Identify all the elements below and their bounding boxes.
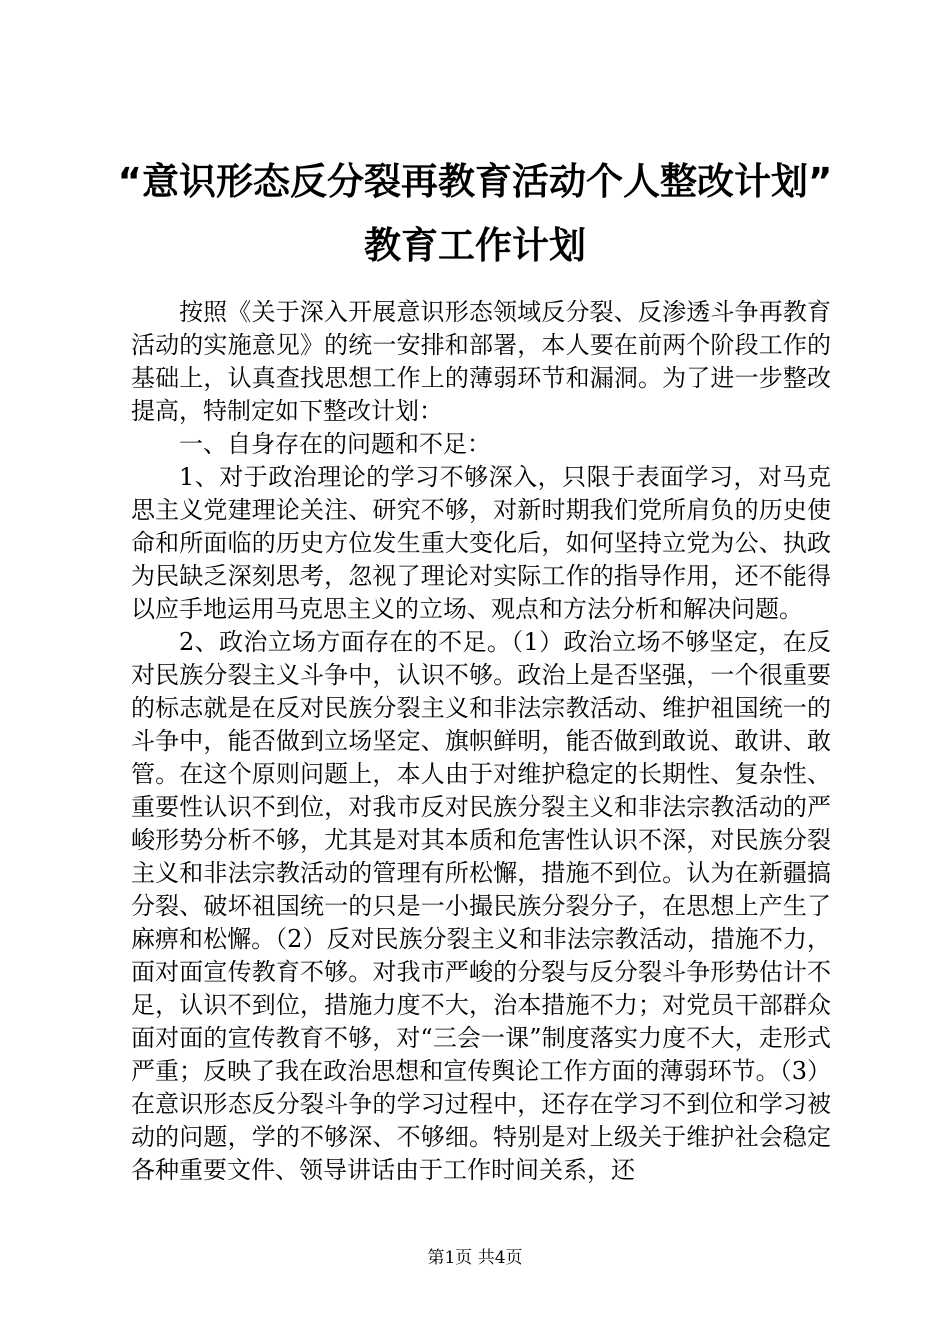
document-body — [131, 296, 831, 1187]
paragraph-item-1: 1、对于政治理论的学习不够深入，只限于表面学习，对马克思主义党建理论关注、研究不够，对新时期我们党所肩负的历史使命和所面临的历史方位发生重大变化后，如何坚持立党为公、执政为民缺乏深刻思考，忽视了理论对实际工作的指导作用，还不能得以应手地运用马克思主义的立场、观点和方法分析和解决问题。 — [131, 463, 831, 623]
page-number-footer: 第1页 共4页 — [427, 1248, 523, 1268]
intro-paragraph: 按照《关于深入开展意识形态领域反分裂、反渗透斗争再教育活动的实施意见》的统一安排和部署，本人要在前两个阶段工作的基础上，认真查找思想工作上的薄弱环节和漏洞。为了进一步整改提高，特制定如下整改计划： — [131, 298, 831, 425]
paragraph-item-2: 2、政治立场方面存在的不足。（1）政治立场不够坚定，在反对民族分裂主义斗争中，认识不够。政治上是否坚强，一个很重要的标志就是在反对民族分裂主义和非法宗教活动、维护祖国统一的斗争中，能否做到立场坚定、旗帜鲜明，能否做到敢说、敢讲、敢管。在这个原则问题上，本人由于对维护稳定的长期性、复杂性、重要性认识不到位，对我市反对民族分裂主义和非法宗教活动的严峻形势分析不够，尤其是对其本质和危害性认识不深，对民族分裂主义和非法宗教活动的管理有所松懈，措施不到位。认为在新疆搞分裂、破坏祖国统一的只是一小撮民族分裂分子，在思想上产生了麻痹和松懈。（2）反对民族分裂主义和非法宗教活动，措施不力，面对面宣传教育不够。对我市严峻的分裂与反分裂斗争形势估计不足，认识不到位，措施力度不大，治本措施不力；对党员干部群众面对面的宣传教育不够，对“三会一课”制度落实力度不大，走形式严重；反映了我在政治思想和宣传舆论工作方面的薄弱环节。（3）在意识形态反分裂斗争的学习过程中，还存在学习不到位和学习被动的问题，学的不够深、不够细。特别是对上级关于维护社会稳定各种重要文件、领导讲话由于工作时间关系，还 — [131, 628, 831, 1184]
document-title-line-2: 教育工作计划 — [364, 224, 586, 267]
section-heading-problems: 一、自身存在的问题和不足： — [179, 430, 491, 458]
document-title-line-1: “意识形态反分裂再教育活动个人整改计划” — [117, 160, 833, 203]
